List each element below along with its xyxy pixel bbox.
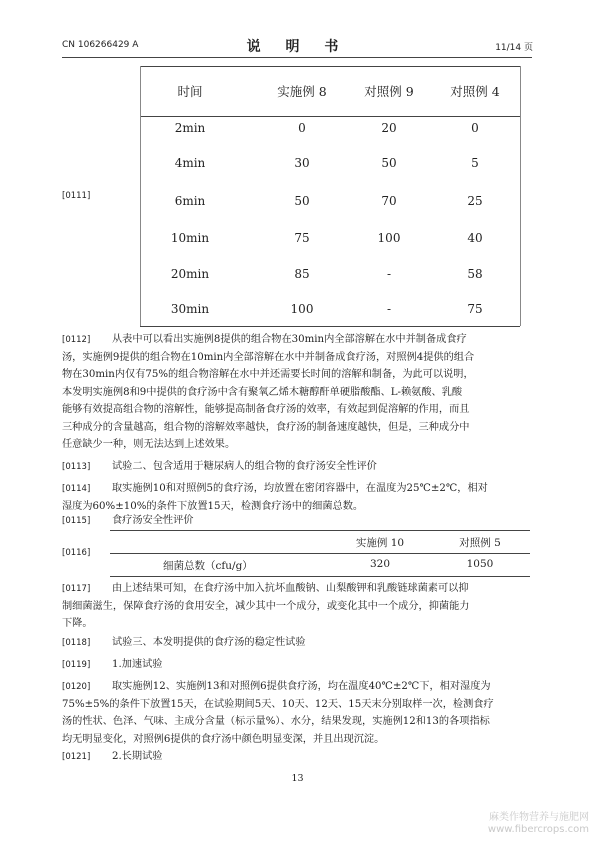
table1-cell: 58 xyxy=(467,267,483,281)
table1-cell: - xyxy=(386,267,392,281)
table2-cell: 1050 xyxy=(466,558,494,570)
table1-cell: 0 xyxy=(471,121,479,135)
table1-cell: 75 xyxy=(294,231,310,245)
paragraph-label-0115: [0115] xyxy=(62,516,91,526)
watermark xyxy=(488,812,589,836)
table1-top-rule xyxy=(140,66,520,67)
text-line: 汤的性状、色泽、气味、主成分含量（标示量%）、水分，结果发现，实施例12和13的各项指标 xyxy=(62,716,490,727)
page-reference: 11/14 页 xyxy=(495,43,533,53)
table1-cell: 30 xyxy=(294,156,310,170)
table2-header-control5: 对照例 5 xyxy=(459,537,501,549)
paragraph-0117 xyxy=(62,580,534,634)
paragraph-0113 xyxy=(62,458,534,476)
table1-cell: 100 xyxy=(377,231,401,245)
paragraph-label-0112: [0112] xyxy=(62,335,91,345)
paragraph-label-0116: [0116] xyxy=(62,548,91,558)
paragraph-0121 xyxy=(62,748,534,766)
paragraph-label-0121: [0121] xyxy=(62,752,91,762)
text-line: 均无明显变化，对照例6提供的食疗汤中颜色明显变深，并且出现沉淀。 xyxy=(62,733,385,745)
table1-cell: 50 xyxy=(381,156,397,170)
header-rule xyxy=(62,57,532,58)
table1-cell: 10min xyxy=(170,231,210,245)
table1-bottom-rule xyxy=(140,326,520,327)
paragraph-0115 xyxy=(62,512,534,530)
text-line: 汤，实施例9提供的组合物在10min内全部溶解在水中并制备成食疗汤，对照例4提供的组合 xyxy=(62,351,475,363)
watermark-line2: www.fibercrops.com xyxy=(487,824,589,835)
table2-header-rule xyxy=(110,553,530,554)
table2-cell: 320 xyxy=(369,558,391,570)
paragraph-label-0111: [0111] xyxy=(62,191,91,201)
text-line: 任意缺少一种，则无法达到上述效果。 xyxy=(62,439,236,450)
table2-row-label: 细菌总数（cfu/g） xyxy=(163,560,253,572)
text-line: 三种成分的含量越高，组合物的溶解效率越快，食疗汤的制备速度越快，但是，三种成分中 xyxy=(62,421,470,433)
table1-cell: 6min xyxy=(174,194,206,208)
table2-top-rule xyxy=(110,530,530,531)
table1-cell: 40 xyxy=(467,231,483,245)
subsection-heading: 2.长期试验 xyxy=(112,751,163,762)
table1-cell: 85 xyxy=(294,267,310,281)
paragraph-0114 xyxy=(62,480,534,516)
table1-cell: 4min xyxy=(174,156,206,170)
text-line: 湿度为60%±10%的条件下放置15天，检测食疗汤中的细菌总数。 xyxy=(62,500,364,512)
text-line: 取实施例10和对照例5的食疗汤，均放置在密闭容器中，在温度为25℃±2℃，相对 xyxy=(112,483,488,494)
table1-cell: 30min xyxy=(170,302,210,316)
table1-cell: 70 xyxy=(381,194,397,208)
paragraph-label-0113: [0113] xyxy=(62,462,91,472)
table1-header-control9: 对照例 9 xyxy=(364,84,414,99)
text-line: 由上述结果可知，在食疗汤中加入抗坏血酸钠、山梨酸钾和乳酸链球菌素可以抑 xyxy=(112,583,469,594)
table1-cell: 5 xyxy=(471,156,479,170)
paragraph-label-0120: [0120] xyxy=(62,682,91,692)
section-heading: 试验二、包含适用于糖尿病人的组合物的食疗汤安全性评价 xyxy=(112,461,377,472)
text-line: 75%±5%的条件下放置15天，在试验期间5天、10天、12天、15天末分别取样一次，检测食疗 xyxy=(62,698,494,710)
subsection-heading: 1.加速试验 xyxy=(112,659,163,670)
page-number: 13 xyxy=(291,773,304,784)
table1-header-example8: 实施例 8 xyxy=(277,84,327,99)
document-title: 说 明 书 xyxy=(246,39,349,55)
text-line: 能够有效提高组合物的溶解性，能够提高制备食疗汤的效率，有效起到促溶解的作用，而且 xyxy=(62,404,470,415)
table1-cell: 50 xyxy=(294,194,310,208)
text-line: 制细菌滋生，保障食疗汤的食用安全，减少其中一个成分，或变化其中一个成分，抑菌能力 xyxy=(62,600,470,612)
section-heading: 试验三、本发明提供的食疗汤的稳定性试验 xyxy=(112,637,306,648)
table1-cell: - xyxy=(386,302,392,316)
paragraph-label-0114: [0114] xyxy=(62,484,91,494)
paragraph-0119 xyxy=(62,656,534,674)
patent-number: CN 106266429 A xyxy=(62,40,139,50)
text-line: 取实施例12、实施例13和对照例6提供食疗汤，均在温度40℃±2℃下，相对湿度为 xyxy=(112,681,491,692)
table2-bottom-rule xyxy=(110,576,530,577)
table1-cell: 100 xyxy=(290,302,314,316)
table1-header-control4: 对照例 4 xyxy=(450,84,500,99)
paragraph-label-0119: [0119] xyxy=(62,660,91,670)
watermark-line1: 麻类作物营养与施肥网 xyxy=(489,812,589,823)
table2-header-example10: 实施例 10 xyxy=(355,537,405,549)
paragraph-0118 xyxy=(62,634,534,652)
paragraph-label-0117: [0117] xyxy=(62,584,91,594)
table1-cell: 25 xyxy=(467,194,483,208)
table1-cell: 20min xyxy=(170,267,210,281)
table1-cell: 2min xyxy=(174,121,206,135)
text-line: 本发明实施例8和9中提供的食疗汤中含有聚氧乙烯木糖醇酐单硬脂酸酯、L-赖氨酸、乳酸 xyxy=(62,386,463,398)
paragraph-label-0118: [0118] xyxy=(62,638,91,648)
paragraph-0112 xyxy=(62,331,534,455)
table1-cell: 0 xyxy=(298,121,306,135)
table1-header-rule xyxy=(140,116,520,117)
paragraph-0120 xyxy=(62,678,534,750)
table1-cell: 75 xyxy=(467,302,483,316)
text-line: 物在30min内仅有75%的组合物溶解在水中并还需要长时间的溶解和制备，为此可以说明， xyxy=(62,369,474,380)
table-caption: 食疗汤安全性评价 xyxy=(112,515,194,526)
text-line: 下降。 xyxy=(62,618,93,629)
table1-header-time: 时间 xyxy=(177,84,203,99)
text-line: 从表中可以看出实施例8提供的组合物在30min内全部溶解在水中并制备成食疗 xyxy=(112,334,467,345)
table1-cell: 20 xyxy=(381,121,397,135)
